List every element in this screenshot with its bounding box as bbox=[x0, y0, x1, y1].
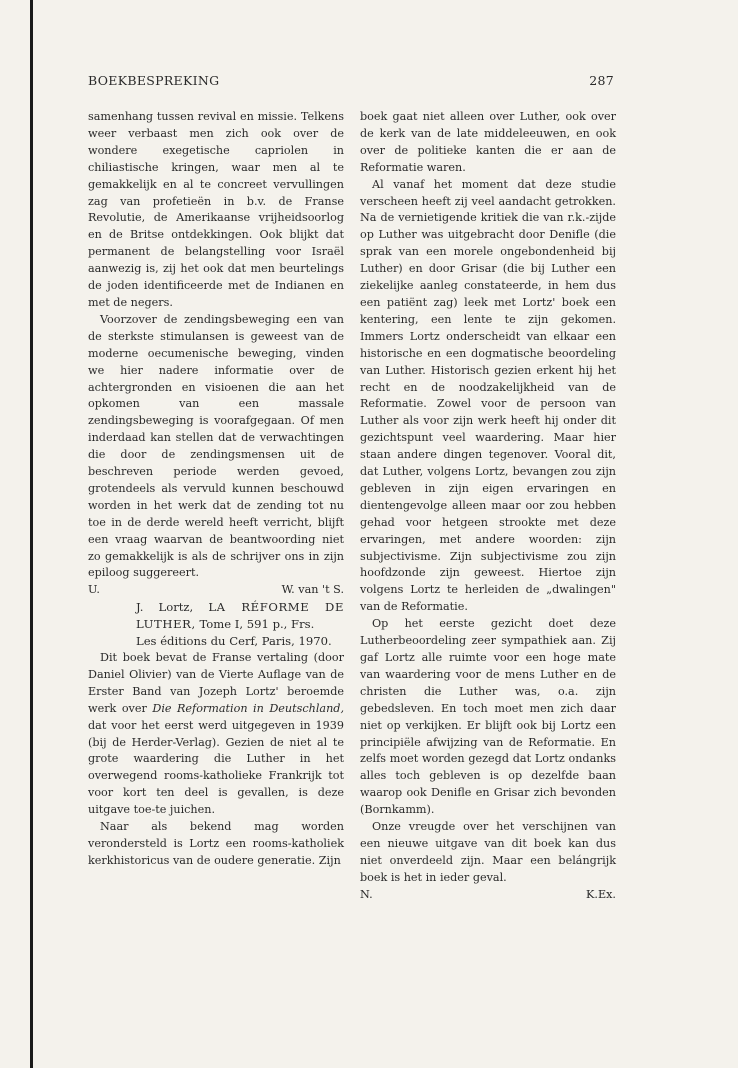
header-title: BOEKBESPREKING bbox=[88, 73, 220, 88]
review2-right-paragraph-3: Op het eerste gezicht doet deze Lutherbeoordeling zeer sympathiek aan. Zij gaf Lortz alle ruimte voor een hoge mate van waardering voor de mens Luther en de christen die Luther was, o.a. zijn gebedsleven. En toch moet men zich daar niet op verkijken. Er blijft ook bij Lortz een principiële afwijzing van de Reformatie. En zelfs moet worden gezegd dat Lortz ondanks alles toch gebleven is op dezelfde baan waarop ook Denifle en Grisar zich bevonden (Bornkamm). bbox=[360, 617, 616, 817]
left-column bbox=[88, 109, 344, 870]
review2-right-paragraph-4: Onze vreugde over het verschijnen van een nieuwe uitgave van dit boek kan dus niet onverdeeld zijn. Maar een belángrijk boek is het in ieder geval. bbox=[360, 820, 616, 884]
review1-paragraph-2: Voorzover de zendingsbeweging een van de sterkste stimulansen is geweest van de moderne oecumenische beweging, vinden we hier nadere informatie over de achtergronden en visioenen die aan het opkomen van een massale zendingsbeweging is voorafgegaan. Of men inderdaad kan stellen dat de verwachtingen die door de zendingsmensen uit de beschreven periode werden gevoed, grotendeels als vervuld kunnen beschouwd worden in het werk dat de zending tot nu toe in de derde wereld heeft verricht, blijft een vraag waarvan de beantwoording niet zo gemakkelijk is als de schrijver ons in zijn epiloog suggereert. bbox=[88, 312, 344, 580]
review2-sig-right: K.Ex. bbox=[586, 887, 616, 901]
review1-paragraph-1: samenhang tussen revival en missie. Telkens weer verbaast men zich ook over de wondere exegetische capriolen in chiliastische kringen, waar men al te gemakkelijk en al te concreet vervullingen zag van profetieën in b.v. de Franse Revolutie, de Amerikaanse vrijheidsoorlog en de Britse ontdekkingen. Ook blijkt dat permanent de belangstelling voor Israël aanwezig is, zij het ook dat men beurtelings de joden identificeerde met de Indianen en met de negers. bbox=[88, 110, 344, 309]
book-ref-details: Tome I, 591 p., Frs. bbox=[199, 617, 315, 632]
review2-p1-text-before: Dit boek bevat de Franse vertaling (door Daniel Olivier) van de Vierte Auflage van de Erster Band van Jozeph Lortz' beroemde werk over bbox=[88, 651, 344, 715]
page-binding-edge bbox=[30, 0, 33, 1068]
book-reference bbox=[88, 599, 344, 650]
review2-p1-italic-title: Die Reformation in Deutschland, bbox=[152, 701, 345, 715]
review2-p1-text-after: dat voor het eerst werd uitgegeven in 1939 (bij de Herder-Verlag). Gezien de niet al te grote waardering die Luther in het overwegend rooms-katholieke Frankrijk tot voor kort ten deel is gevallen, is deze uitgave toe-te juichen. bbox=[88, 718, 344, 817]
review2-right-paragraph-2: Al vanaf het moment dat deze studie verscheen heeft zij veel aandacht getrokken. Na de vernietigende kritiek die van r.k.-zijde op Luther was uitgebracht door Denifle (die sprak van een morele ongebondenheid bij Luther) en door Grisar (die bij Luther een ziekelijke aanleg constateerde, in hem dus een patiënt zag) leek met Lortz' boek een kentering, een lente te zijn gekomen. Immers Lortz onderscheidt van elkaar een historische en een dogmatische beoordeling van Luther. Historisch gezien erkent hij het recht en de noodzakelijkheid van de Reformatie. Zowel voor de persoon van Luther als voor zijn werk heeft hij onder dit gezichtspunt veel waardering. Maar hier staan andere dingen tegenover. Vooral dit, dat Luther, volgens Lortz, bevangen zou zijn gebleven in zijn eigen ervaringen en dientengevolge alleen maar oor zou hebben gehad voor hetgeen strookte met deze ervaringen, met andere woorden: zijn subjectivisme. Zijn subjectivisme zou zijn hoofdzonde zijn geweest. Hiertoe zijn volgens Lortz te herleiden de „dwalingen" van de Reformatie. bbox=[360, 177, 616, 614]
review1-signature bbox=[88, 582, 344, 599]
review2-signature bbox=[360, 887, 616, 904]
review2-paragraph-1 bbox=[88, 650, 344, 819]
book-ref-publisher: Les éditions du Cerf, Paris, 1970. bbox=[136, 634, 332, 649]
review2-sig-left: N. bbox=[360, 887, 373, 901]
book-ref-title: LA RÉFORME DE LUTHER, bbox=[136, 600, 345, 632]
review2-right-paragraph-1: boek gaat niet alleen over Luther, ook over de kerk van de late middeleeuwen, en ook over de politieke kanten die er aan de Reformatie waren. bbox=[360, 110, 616, 174]
review1-sig-right: W. van 't S. bbox=[281, 583, 344, 597]
review2-paragraph-2: Naar als bekend mag worden verondersteld is Lortz een rooms-katholiek kerkhistoricus van de oudere generatie. Zijn bbox=[88, 820, 344, 867]
review1-sig-left: U. bbox=[88, 583, 100, 597]
right-column bbox=[360, 109, 616, 904]
page-number: 287 bbox=[589, 73, 614, 88]
book-ref-author: J. Lortz, bbox=[136, 600, 194, 615]
